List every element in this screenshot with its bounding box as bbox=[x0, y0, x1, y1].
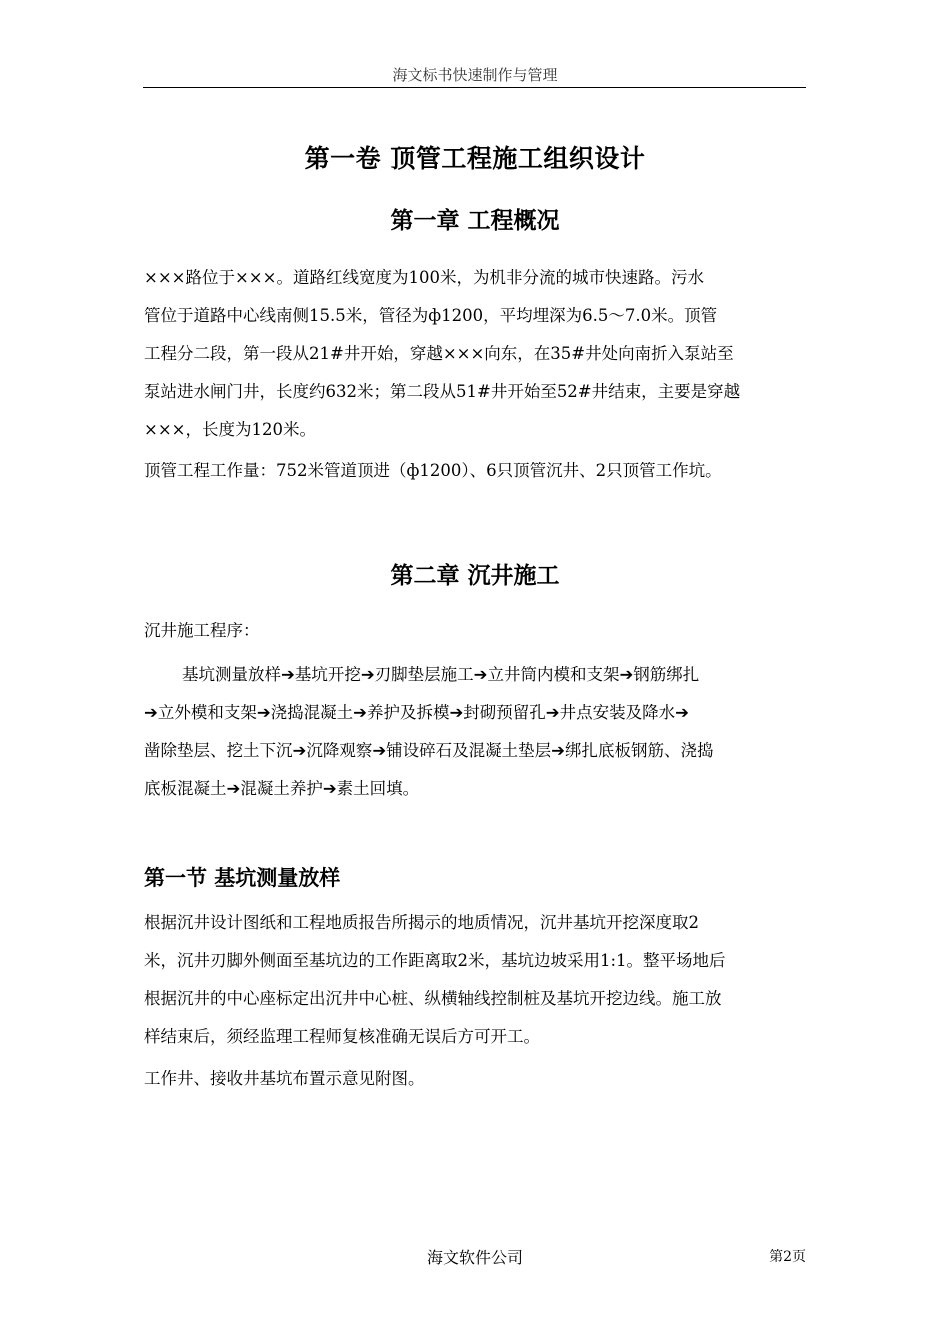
paragraph-line: ×××，长度为120米。 bbox=[144, 420, 316, 439]
paragraph-line: 米，沉井刃脚外侧面至基坑边的工作距离取2米，基坑边坡采用1:1。整平场地后 bbox=[144, 951, 726, 970]
page-header: 海文标书快速制作与管理 bbox=[392, 66, 558, 84]
process-line: ➔立外模和支架➔浇捣混凝土➔养护及拆模➔封砌预留孔➔井点安装及降水➔ bbox=[144, 703, 689, 722]
paragraph-line: 沉井施工程序： bbox=[144, 621, 260, 640]
paragraph-line: 工作井、接收井基坑布置示意见附图。 bbox=[144, 1069, 425, 1088]
paragraph-line: 根据沉井设计图纸和工程地质报告所揭示的地质情况，沉井基坑开挖深度取2 bbox=[144, 913, 699, 932]
chapter-1-title: 第一章 工程概况 bbox=[390, 208, 560, 234]
section-1-title: 第一节 基坑测量放样 bbox=[144, 866, 341, 890]
volume-title: 第一卷 顶管工程施工组织设计 bbox=[304, 144, 646, 173]
paragraph-line: 样结束后，须经监理工程师复核准确无误后方可开工。 bbox=[144, 1027, 540, 1046]
page-number: 第2页 bbox=[769, 1249, 806, 1265]
paragraph-line: 泵站进水闸门井，长度约632米；第二段从51#井开始至52#井结束，主要是穿越 bbox=[144, 382, 741, 401]
chapter-1-paragraph-2 bbox=[144, 452, 808, 490]
process-line: 基坑测量放样➔基坑开挖➔刃脚垫层施工➔立井筒内模和支架➔钢筋绑扎 bbox=[182, 665, 700, 684]
paragraph-line: 工程分二段，第一段从21#井开始，穿越×××向东，在35#井处向南折入泵站至 bbox=[144, 344, 734, 363]
chapter-2-title: 第二章 沉井施工 bbox=[390, 563, 560, 589]
construction-process bbox=[144, 656, 808, 808]
chapter-1-paragraph-1 bbox=[144, 259, 808, 449]
footer-company: 海文软件公司 bbox=[426, 1248, 523, 1267]
paragraph-line: ×××路位于×××。道路红线宽度为100米，为机非分流的城市快速路。污水 bbox=[144, 268, 704, 287]
section-1-paragraph-1 bbox=[144, 904, 808, 1056]
process-line: 凿除垫层、挖土下沉➔沉降观察➔铺设碎石及混凝土垫层➔绑扎底板钢筋、浇捣 bbox=[144, 741, 714, 760]
section-1-paragraph-2 bbox=[144, 1060, 808, 1098]
chapter-2-intro bbox=[144, 612, 808, 650]
header-divider bbox=[143, 87, 806, 88]
paragraph-line: 根据沉井的中心座标定出沉井中心桩、纵横轴线控制桩及基坑开挖边线。施工放 bbox=[144, 989, 722, 1008]
process-line: 底板混凝土➔混凝土养护➔素土回填。 bbox=[144, 779, 420, 798]
paragraph-line: 管位于道路中心线南侧15.5米，管径为ф1200，平均埋深为6.5～7.0米。顶管 bbox=[144, 306, 718, 325]
paragraph-line: 顶管工程工作量：752米管道顶进（ф1200）、6只顶管沉井、2只顶管工作坑。 bbox=[144, 461, 722, 480]
